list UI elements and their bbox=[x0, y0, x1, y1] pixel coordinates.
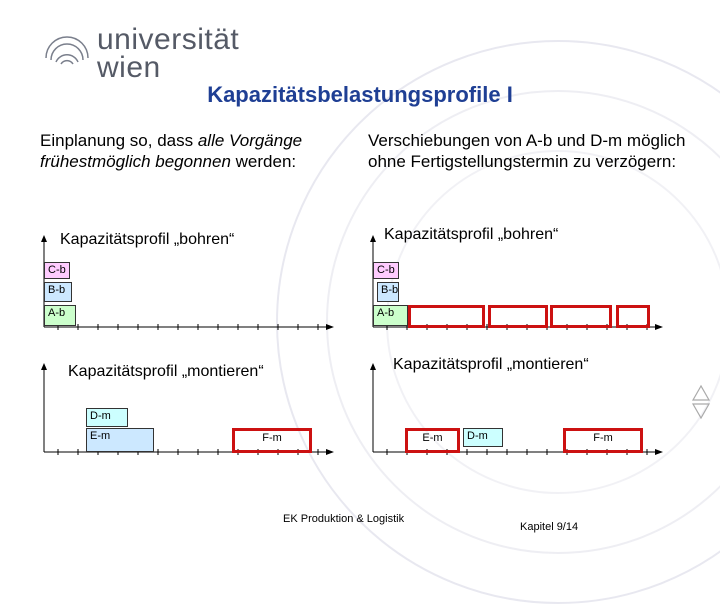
logo-text bbox=[97, 23, 240, 84]
footer-course-name: EK Produktion & Logistik bbox=[283, 513, 405, 525]
right-intro-text: Verschiebungen von A-b und D-m möglich ohne Fertigstellungstermin zu verzögern: bbox=[368, 131, 686, 171]
right-montieren-label: Kapazitätsprofil „montieren“ bbox=[393, 356, 589, 373]
left-montieren-label: Kapazitätsprofil „montieren“ bbox=[68, 363, 264, 380]
footer-page-number: Kapitel 9/14 bbox=[520, 521, 579, 533]
left-bohren-axes bbox=[38, 232, 338, 332]
left-bar-d-m: D-m bbox=[86, 408, 128, 427]
page-title: Kapazitätsbelastungsprofile I bbox=[207, 82, 513, 107]
logo-line-2: wien bbox=[97, 51, 161, 84]
left-bar-a-b: A-b bbox=[44, 305, 76, 326]
right-bar-red-outline-1 bbox=[408, 305, 485, 328]
right-bar-b-b: B-b bbox=[377, 282, 399, 302]
right-bar-d-m: D-m bbox=[463, 428, 503, 447]
left-bar-c-b: C-b bbox=[44, 262, 70, 279]
right-bar-a-b: A-b bbox=[373, 305, 408, 326]
left-text-italic: alle Vorgänge frühestmöglich begonnen bbox=[40, 131, 303, 171]
right-bar-f-m: F-m bbox=[563, 428, 643, 453]
right-bar-e-m: E-m bbox=[405, 428, 460, 453]
logo-line-1: universität bbox=[97, 23, 240, 56]
left-bohren-label: Kapazitätsprofil „bohren“ bbox=[60, 231, 235, 248]
left-bar-e-m: E-m bbox=[86, 428, 154, 452]
right-bar-red-outline-4 bbox=[616, 305, 650, 328]
navigation-triangles-icon bbox=[690, 384, 712, 420]
university-logo-icon bbox=[42, 28, 92, 72]
right-bar-c-b: C-b bbox=[373, 262, 399, 279]
left-text-part2: werden: bbox=[230, 152, 297, 171]
right-bar-red-outline-3 bbox=[550, 305, 612, 328]
left-bar-b-b: B-b bbox=[44, 282, 72, 302]
left-text-part1: Einplanung so, dass bbox=[40, 131, 198, 150]
right-bohren-label: Kapazitätsprofil „bohren“ bbox=[384, 226, 559, 243]
right-bar-red-outline-2 bbox=[488, 305, 548, 328]
left-intro-text bbox=[40, 130, 340, 172]
left-bar-f-m: F-m bbox=[232, 428, 312, 453]
